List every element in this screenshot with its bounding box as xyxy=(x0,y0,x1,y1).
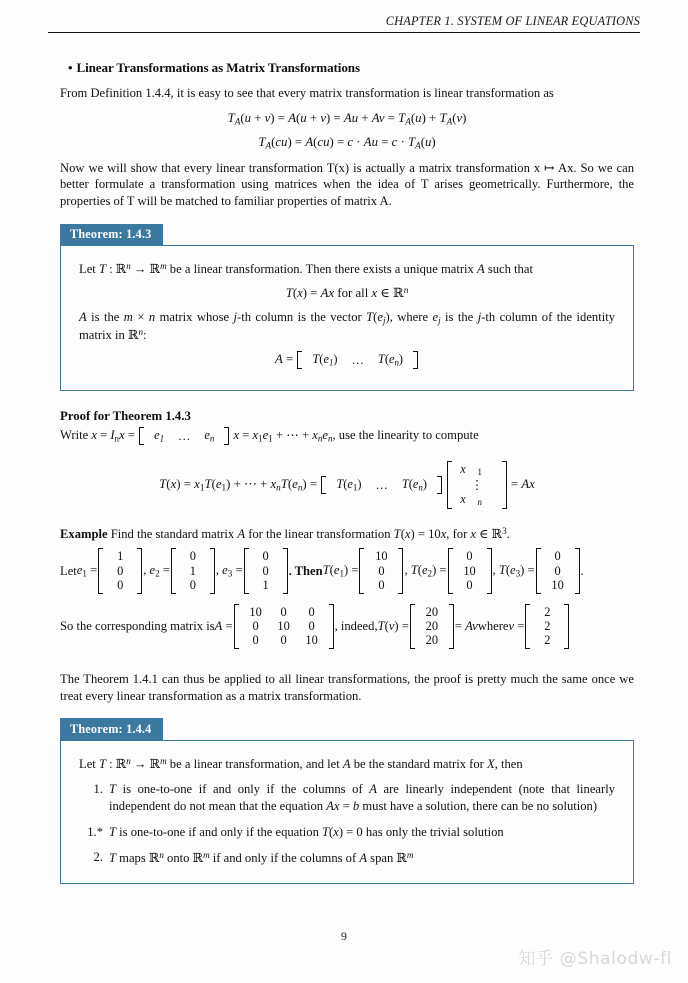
theorem-143-box xyxy=(60,245,634,390)
vector-x: x 1 ⋮ x n xyxy=(447,461,507,509)
section-heading xyxy=(68,60,634,76)
vector-e2: 0 1 0 xyxy=(171,548,215,593)
running-head: CHAPTER 1. SYSTEM OF LINEAR EQUATIONS xyxy=(385,14,640,28)
theorem-143-tab: Theorem: 1.4.3 xyxy=(60,224,163,247)
theorem-143-line2: A is the m × n matrix whose j-th column is the vector $T(e_j)$, where $e_j$ is the j-th column of the identity matrix in ℝ$^n$: xyxy=(79,309,616,343)
after-equations-paragraph: Now we will show that every linear transformation T(x) is actually a matrix transformation x ↦ Ax. So we can better formulate a transformation using matrices when the idea of T arises geometrically. Furthermore, the properties of T will be matched to familiar properties of matrix A. xyxy=(60,160,634,209)
example-label: Example xyxy=(60,526,108,541)
matrix-T-columns: T(e1) … $T(e_n)$ xyxy=(321,476,442,494)
vector-Te3: 0 0 10 xyxy=(536,548,580,593)
theorem-144-block xyxy=(60,718,634,884)
theorem-143-display2: A = $T(e_1)$ … $T(e_n)$ xyxy=(79,351,615,369)
vector-Te2: 0 10 0 xyxy=(448,548,492,593)
watermark: 知乎 @Shalodw-fl xyxy=(518,949,672,969)
list-item: 1. T is one-to-one if and only if the columns of A are linearly independent (note that linearly independent do not mean that the equation Ax = b must have a solution, there can be no solution) xyxy=(79,781,615,815)
theorem-143-line1: Let T : ℝ$^n$ → ℝ$^m$ be a linear transformation. Then there exists a unique matrix A such that xyxy=(79,261,533,277)
example-basis-line: Let e1 = 1 0 0 , e2 = 0 1 0 , e3 = 0 0 1 . Then T(e1) = 10 0 0 , T(e2) = 0 10 0 , T(e3) = 0 0 10 . xyxy=(60,549,584,593)
section-heading-text: Linear Transformations as Matrix Transformations xyxy=(76,60,360,75)
theorem-143-block xyxy=(60,224,634,391)
header-rule xyxy=(48,32,640,33)
proof-display-equation: T(x) = x1T(e1) + ⋯ + $x_nT(e_n)$ = T(e1) … $T(e_n)$ x 1 ⋮ x n = Ax xyxy=(159,461,535,508)
vector-v: 2 2 2 xyxy=(525,604,569,649)
example-statement: Example Find the standard matrix A for the linear transformation T(x) = 10x, for x ∈ ℝ$^3$. xyxy=(60,525,510,541)
vector-e3: 0 0 1 xyxy=(244,548,288,593)
equation-ta-additive: $T_A(u + v) = A(u + v) = Au + Av = T_A(u) + T_A(v)$ xyxy=(227,110,467,127)
matrix-A-columns: $T(e_1)$ … $T(e_n)$ xyxy=(297,351,418,369)
list-marker: 1. xyxy=(93,781,103,796)
list-marker: 1.* xyxy=(87,824,103,839)
vector-Tv: 20 20 20 xyxy=(410,604,454,649)
example-matrix-line: So the corresponding matrix is A = 10 0 0 0 10 0 0 0 10 , indeed, T(v) = 20 20 20 = Av where v = 2 2 2 xyxy=(60,604,634,649)
theorem-144-line1: Let T : ℝ$^n$ → ℝ$^m$ be a linear transformation, and let A be the standard matrix for X, then xyxy=(79,755,523,771)
vector-Te1: 10 0 0 xyxy=(359,548,403,593)
proof-line: Write x = Inx = $e_1$ … $e_n$ x = x1e1 + ⋯ + $x_ne_n$, use the linearity to compute xyxy=(60,427,479,444)
page-content xyxy=(60,60,634,884)
bullet-icon: • xyxy=(68,60,73,75)
theorem-144-box xyxy=(60,740,634,885)
matrix-identity-columns: $e_1$ … $e_n$ xyxy=(139,427,229,445)
theorem-144-items xyxy=(79,781,615,868)
equation-ta-homogeneous: $T_A(cu) = A(cu) = c \cdot Au = c \cdot T_A(u)$ xyxy=(258,135,436,151)
list-marker: 2. xyxy=(93,850,103,865)
proof-heading: Proof for Theorem 1.4.3 xyxy=(60,408,191,423)
list-item: 1.* T is one-to-one if and only if the equation T(x) = 0 has only the trivial solution xyxy=(79,824,615,841)
intro-paragraph: From Definition 1.4.4, it is easy to see that every matrix transformation is linear transformation as xyxy=(60,86,554,100)
list-item: 2. T maps ℝ$^n$ onto ℝ$^m$ if and only if the columns of A span ℝ$^m$ xyxy=(79,849,615,867)
matrix-A-value: 10 0 0 0 10 0 0 0 10 xyxy=(234,604,334,649)
theorem-144-tab: Theorem: 1.4.4 xyxy=(60,718,163,741)
page-number: 9 xyxy=(341,929,347,943)
vector-e1: 1 0 0 xyxy=(98,548,142,593)
theorem-143-display1: T(x) = Ax for all x ∈ ℝ$^n$ xyxy=(285,285,409,302)
closing-paragraph: The Theorem 1.4.1 can thus be applied to all linear transformations, the proof is pretty much the same once we treat every linear transformation as a matrix transformation. xyxy=(60,671,634,703)
